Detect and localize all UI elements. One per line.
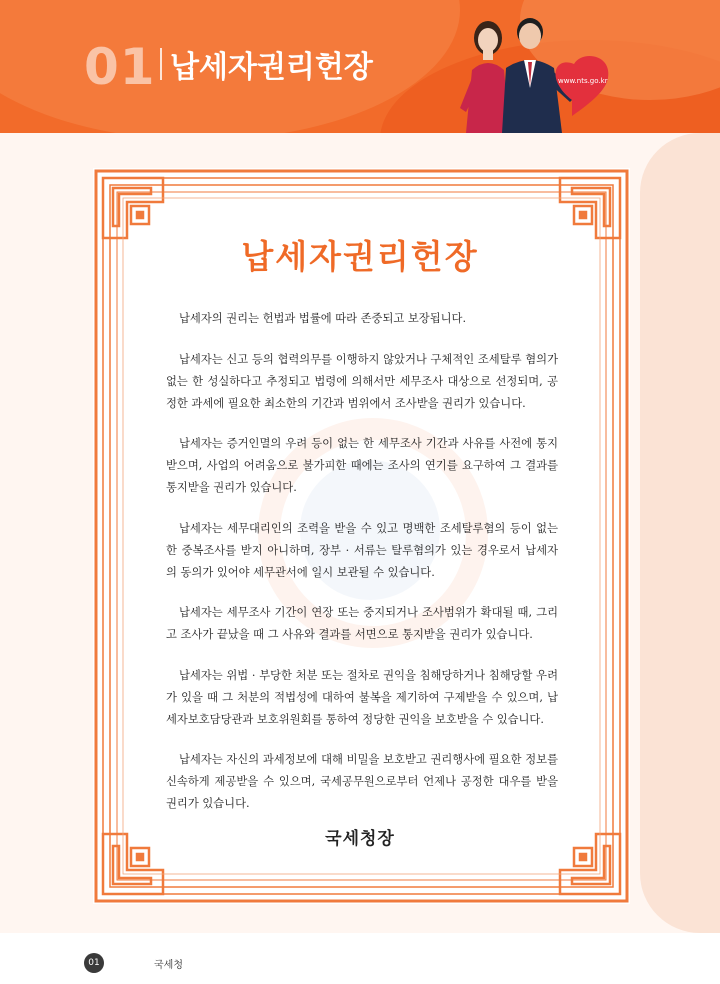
charter-paragraph-6: 납세자는 위법 · 부당한 처분 또는 절차로 권익을 침해당하거나 침해당할 우려가 있을 때 그 처분의 적법성에 대하여 불복을 제기하여 구제받을 수 있으며, 납세자보호담당관과 보호위원회를 통하여 정당한 권익을 보호받을 수 있습니다. — [166, 668, 558, 726]
people-with-heart-icon — [450, 8, 625, 133]
page-number: 01 — [84, 953, 104, 973]
footer-label: 국세청 — [154, 960, 183, 971]
section-divider — [160, 48, 162, 80]
document-title: 납세자권리헌장 — [241, 237, 479, 276]
footer — [0, 933, 720, 984]
header-banner — [0, 0, 720, 133]
charter-paragraph-5: 납세자는 세무조사 기간이 연장 또는 중지되거나 조사범위가 확대될 때, 그리고 조사가 끝났을 때 그 사유와 결과를 서면으로 통지받을 권리가 있습니다. — [166, 606, 558, 641]
charter-paragraph-3: 납세자는 증거인멸의 우려 등이 없는 한 세무조사 기간과 사유를 사전에 통지받으며, 사업의 어려움으로 불가피한 때에는 조사의 연기를 요구하여 그 결과를 통지받을 권리가 있습니다. — [166, 437, 558, 494]
charter-body — [166, 308, 558, 834]
charter-paragraph-7: 납세자는 자신의 과세정보에 대해 비밀을 보호받고 권리행사에 필요한 정보를 신속하게 제공받을 수 있으며, 국세공무원으로부터 언제나 공정한 대우를 받을 권리가 있습니다. — [166, 753, 558, 810]
charter-paragraph-4: 납세자는 세무대리인의 조력을 받을 수 있고 명백한 조세탈루혐의 등이 없는 한 중복조사를 받지 아니하며, 장부 · 서류는 탈루혐의가 있는 경우로서 납세자의 동의가 있어야 세무관서에 일시 보관될 수 있습니다. — [166, 521, 558, 579]
website-text: www.nts.go.kr — [558, 77, 608, 85]
section-number: 01 — [84, 38, 156, 96]
charter-paragraph-1: 납세자의 권리는 헌법과 법률에 따라 존중되고 보장됩니다. — [179, 312, 467, 325]
signature: 국세청장 — [325, 829, 395, 849]
section-title: 납세자권리헌장 — [170, 50, 373, 85]
charter-paragraph-2: 납세자는 신고 등의 협력의무를 이행하지 않았거나 구체적인 조세탈루 혐의가 없는 한 성실하다고 추정되고 법령에 의해서만 세무조사 대상으로 선정되며, 공정한 과세에 필요한 최소한의 기간과 범위에서 조사받을 권리가 있습니다. — [166, 352, 558, 410]
